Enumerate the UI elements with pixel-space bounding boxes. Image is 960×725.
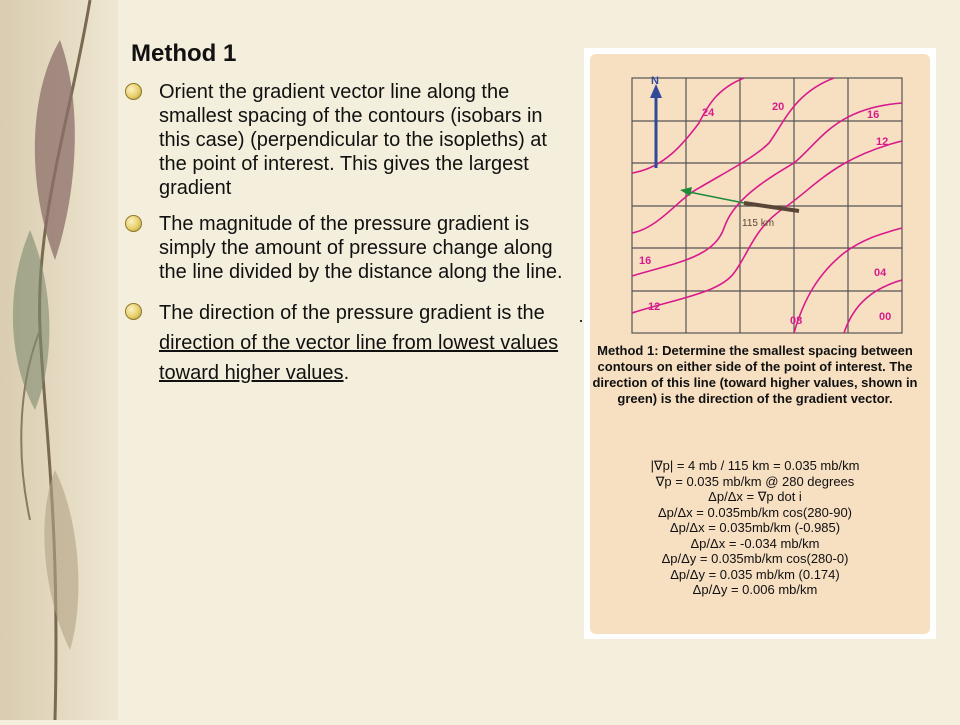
- distance-label: 115 km: [742, 218, 775, 229]
- equation-line: |∇p| = 4 mb / 115 km = 0.035 mb/km: [650, 458, 860, 473]
- label-12-top: 12: [876, 136, 889, 148]
- bullet-item-orient: [125, 80, 575, 200]
- bullet-circle-icon: [125, 83, 142, 100]
- equation-line: Δp/Δy = 0.035mb/km cos(280-0): [661, 551, 849, 566]
- equation-line: Δp/Δy = 0.035 mb/km (0.174): [670, 566, 840, 582]
- label-12-left: 12: [648, 301, 661, 313]
- bullet-circle-icon: [125, 303, 142, 320]
- label-20: 20: [772, 101, 785, 113]
- bullet-text-end: .: [343, 362, 350, 384]
- dried-leaf-stem-decoration: [0, 0, 118, 720]
- bullet-list: [125, 80, 575, 388]
- bullet-underlined-text: direction of the vector line from lowest values toward higher values: [159, 332, 559, 384]
- bullet-item-magnitude: [125, 212, 575, 284]
- slide-title: Method 1: [131, 40, 237, 67]
- equation-line: ∇p = 0.035 mb/km @ 280 degrees: [655, 473, 855, 489]
- stray-dot: [580, 320, 582, 322]
- label-04: 04: [874, 267, 887, 279]
- bullet-item-direction: [125, 298, 575, 388]
- equation-line: Δp/Δx = 0.035mb/km cos(280-90): [657, 504, 853, 520]
- bullet-text: The direction of the pressure gradient is the: [159, 302, 545, 324]
- figure-caption: Method 1: Determine the smallest spacing between contours on either side of the point of interest. The direction of this line (toward higher values, shown in green) is the direction of the gradient vector.: [592, 343, 918, 406]
- equation-line: Δp/Δy = 0.006 mb/km: [692, 582, 818, 597]
- equation-list: [590, 458, 920, 598]
- equation-line: Δp/Δx = 0.035mb/km (-0.985): [669, 520, 841, 535]
- bullet-text: Orient the gradient vector line along the smallest spacing of the contours (isobars in this case) (perpendicular to the isopleths) at the point of interest. This gives the largest gradient: [159, 81, 547, 199]
- label-08: 08: [790, 315, 803, 327]
- left-decor-strip: [0, 0, 118, 720]
- equation-line: Δp/Δx = -0.034 mb/km: [690, 535, 820, 551]
- label-00: 00: [879, 311, 892, 323]
- label-16-left: 16: [639, 255, 652, 267]
- figure-panel: [584, 48, 936, 639]
- label-16-top: 16: [867, 109, 880, 121]
- bullet-circle-icon: [125, 215, 142, 232]
- north-label: N: [651, 75, 659, 87]
- bullet-text: The magnitude of the pressure gradient is simply the amount of pressure change along the line divided by the distance along the line.: [159, 213, 563, 283]
- equation-line: Δp/Δx = ∇p dot i: [708, 489, 802, 504]
- label-24: 24: [702, 107, 715, 119]
